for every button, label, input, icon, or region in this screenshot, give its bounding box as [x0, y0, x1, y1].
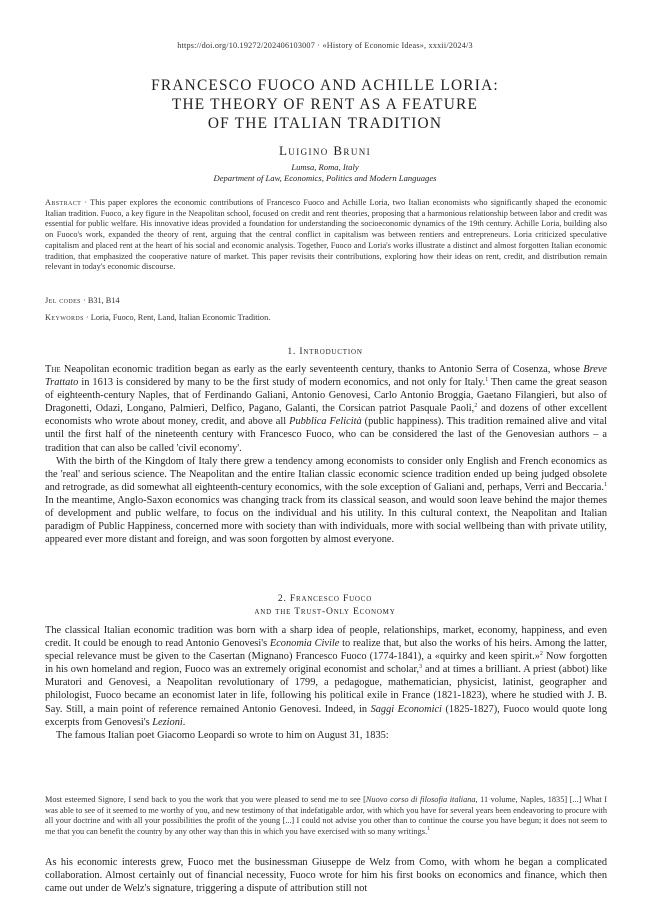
section-fuoco-body [45, 624, 607, 742]
paragraph: The Neapolitan economic tradition began as early as the early seventeenth century, thanks to Antonio Serra of Cosenza, whose Breve Trattato in 1613 is considered by many to be the first study of modern economics, and not only for Italy.$^1$ Then came the great season of eighteenth-century Naples, that of Ferdinando Galiani, Antonio Genovesi, Carlo Antonio Broggia, Gaetano Filangieri, but also of Dragonetti, Odazi, Longano, Palmieri, Delfico, Pagano, Galanti, the Corsican patriot Pasquale Paoli,$^2$ and dozens of other excellent economists who wrote about money, credit, and above all Pubblica Felicità (public happiness). This tradition remained alive and vital until the first half of the nineteenth century with Francesco Fuoco, who can be considered the last of the Genovesian authors – a tradition that can also be called 'civil economy'. [45, 364, 608, 454]
paragraph: The famous Italian poet Giacomo Leopardi so wrote to him on August 31, 1835: [56, 729, 389, 741]
abstract: Abstract · This paper explores the economic contributions of Francesco Fuoco and Achille Loria, two Italian economists who significantly shaped the economic Italian tradition. Fuoco, a key figure in the Neapolitan school, focused on credit and rent theories, proposing that a harmonious relationship between labor and credit was essential for public welfare. His innovative ideas provided a foundation for understanding the socioeconomic dynamics of the 19th century. Achille Loria, building also on Fuoco's work, expanded the theory of rent, arguing that the central conflict in capitalism was between rentiers and entrepreneurs. Loria criticized speculative capitalism and placed rent at the heart of his social and economic analysis. Together, Fuoco and Loria's works illustrate a distinct and almost forgotten Italian economic tradition, that emphasized the cooperative nature of market. This paper revisits their contributions, exploring how their ideas on rent, credit, and distribution remain relevant in today's economic discourse. [45, 198, 607, 272]
section-introduction-body [45, 363, 607, 546]
footnote-ref[interactable]: 1 [427, 825, 431, 832]
author-affiliation: Lumsa, Roma, Italy [291, 162, 359, 172]
block-quote: Most esteemed Signore, I send back to you the work that you were pleased to send me to see [Nuovo corso di filosofia italiana, 11 volume, Naples, 1835] [...] What I was able to see of it seemed to me worthy of you, and new testimony of that indefatigable ardor, with which you have for several years been endeavoring to procure with all your doctrine and with all your possibilities the profit of the young [...] I could not advise you other than to continue the course you have begun; it does not seem to me that you can benefit the country by any other way than this in which you have exercised with so many writings.$^1$ [45, 795, 608, 836]
abstract-text: This paper explores the economic contributions of Francesco Fuoco and Achille Loria, two Italian economists who significantly shaped the economic Italian tradition. Fuoco, a key figure in the Neapolitan school, focused on credit and rent theories, proposing that a harmonious relationship between labor and credit was essential for public welfare. His innovative ideas provided a foundation for understanding the socioeconomic dynamics of the 19th century. Achille Loria, building also on Fuoco's work, expanded the theory of rent, arguing that the central conflict in capitalism was between rentiers and entrepreneurs. Loria criticized speculative capitalism and placed rent at the heart of his social and economic analysis. Together, Fuoco and Loria's works illustrate a distinct and almost forgotten Italian economic tradition, that emphasized the cooperative nature of market. This paper revisits their contributions, exploring how their ideas on rent, credit, and distribution remain relevant in today's economic discourse. [45, 198, 607, 272]
section-heading-fuoco: 2. Francesco Fuoco and the Trust-Only Economy [254, 593, 396, 617]
keywords: Keywords · Loria, Fuoco, Rent, Land, Italian Economic Tradition. [45, 313, 271, 322]
footnote-ref[interactable]: 1 [604, 481, 607, 488]
jel-codes: Jel codes · B31, B14 [45, 296, 120, 305]
footnote-ref[interactable]: 2 [474, 403, 478, 410]
footnote-ref[interactable]: 2 [539, 651, 543, 658]
paper-title: FRANCESCO FUOCO AND ACHILLE LORIA: THE THEORY OF RENT AS A FEATURE OF THE ITALIAN TRADITION [151, 77, 499, 132]
section-heading-introduction: 1. Introduction [287, 346, 363, 357]
doi-link[interactable]: https://doi.org/10.19272/202406103007 [177, 41, 316, 50]
author-name: Luigino Bruni [278, 143, 372, 158]
author-department: Department of Law, Economics, Politics and Modern Languages [213, 173, 437, 183]
section-fuoco-continued [45, 856, 607, 895]
footnote-ref[interactable]: 3 [419, 664, 423, 671]
footnote-ref[interactable]: 1 [485, 377, 489, 384]
running-header: https://doi.org/10.19272/202406103007 · «History of Economic Ideas», xxxii/2024/3 [177, 41, 473, 50]
paragraph: With the birth of the Kingdom of Italy there grew a tendency among economists to consider only English and French economics as the 'real' and serious science. The Neapolitan and the entire Italian classic economic science tradition ended up being judged obsolete and retrograde, as did somewhat all eighteenth-century economics, with the sole exception of Galiani and, perhaps, Verri and Beccaria.$^1$ In the meantime, Anglo-Saxon economics was changing track from its classical season, and would soon leave behind the major themes of development and public welfare, to focus on the individual and his utility. In this cultural context, the Neapolitan and Italian paradigm of Public Happiness, concerned more with society than with individuals, more with social wellbeing than with private utility, appeared ever more distant and foreign, and was soon forgotten by almost everyone. [45, 455, 607, 546]
journal-citation: «History of Economic Ideas», xxxii/2024/3 [322, 41, 473, 50]
paragraph: As his economic interests grew, Fuoco met the businessman Giuseppe de Welz from Como, with whom he began a complicated collaboration. Almost certainly out of financial necessity, Fuoco wrote for him his first books on economics and finance, which then came out under de Welz's signature, triggering a dispute of attribution still not [45, 857, 607, 895]
paragraph: The classical Italian economic tradition was born with a sharp idea of people, relationships, market, economy, happiness, and even credit. It could be enough to read Antonio Genovesi's Economia Civile to realize that, but also the works of his heirs. Among the latter, special relevance must be given to the Casertan (Mignano) Francesco Fuoco (1774-1841), a «quirky and keen spirit.»$^2$ Now forgotten in his own homeland and region, Fuoco was an extremely original economist and scholar,$^3$ and at times a brilliant. A priest (abbot) like Muratori and Genovesi, a Neapolitan revolutionary of 1799, a pedagogue, mathematician, physicist, latinist, geographer and philologist, Fuoco became an economist later in life, following his political exile in France (1821-1823), where he studied with J. B. Say. Still, a main point of reference remained Antonio Genovesi. Indeed, in Saggi Economici (1825-1827), Fuoco would quote long excerpts from Genovesi's Lezioni. [45, 625, 608, 728]
abstract-label: Abstract [45, 198, 82, 207]
